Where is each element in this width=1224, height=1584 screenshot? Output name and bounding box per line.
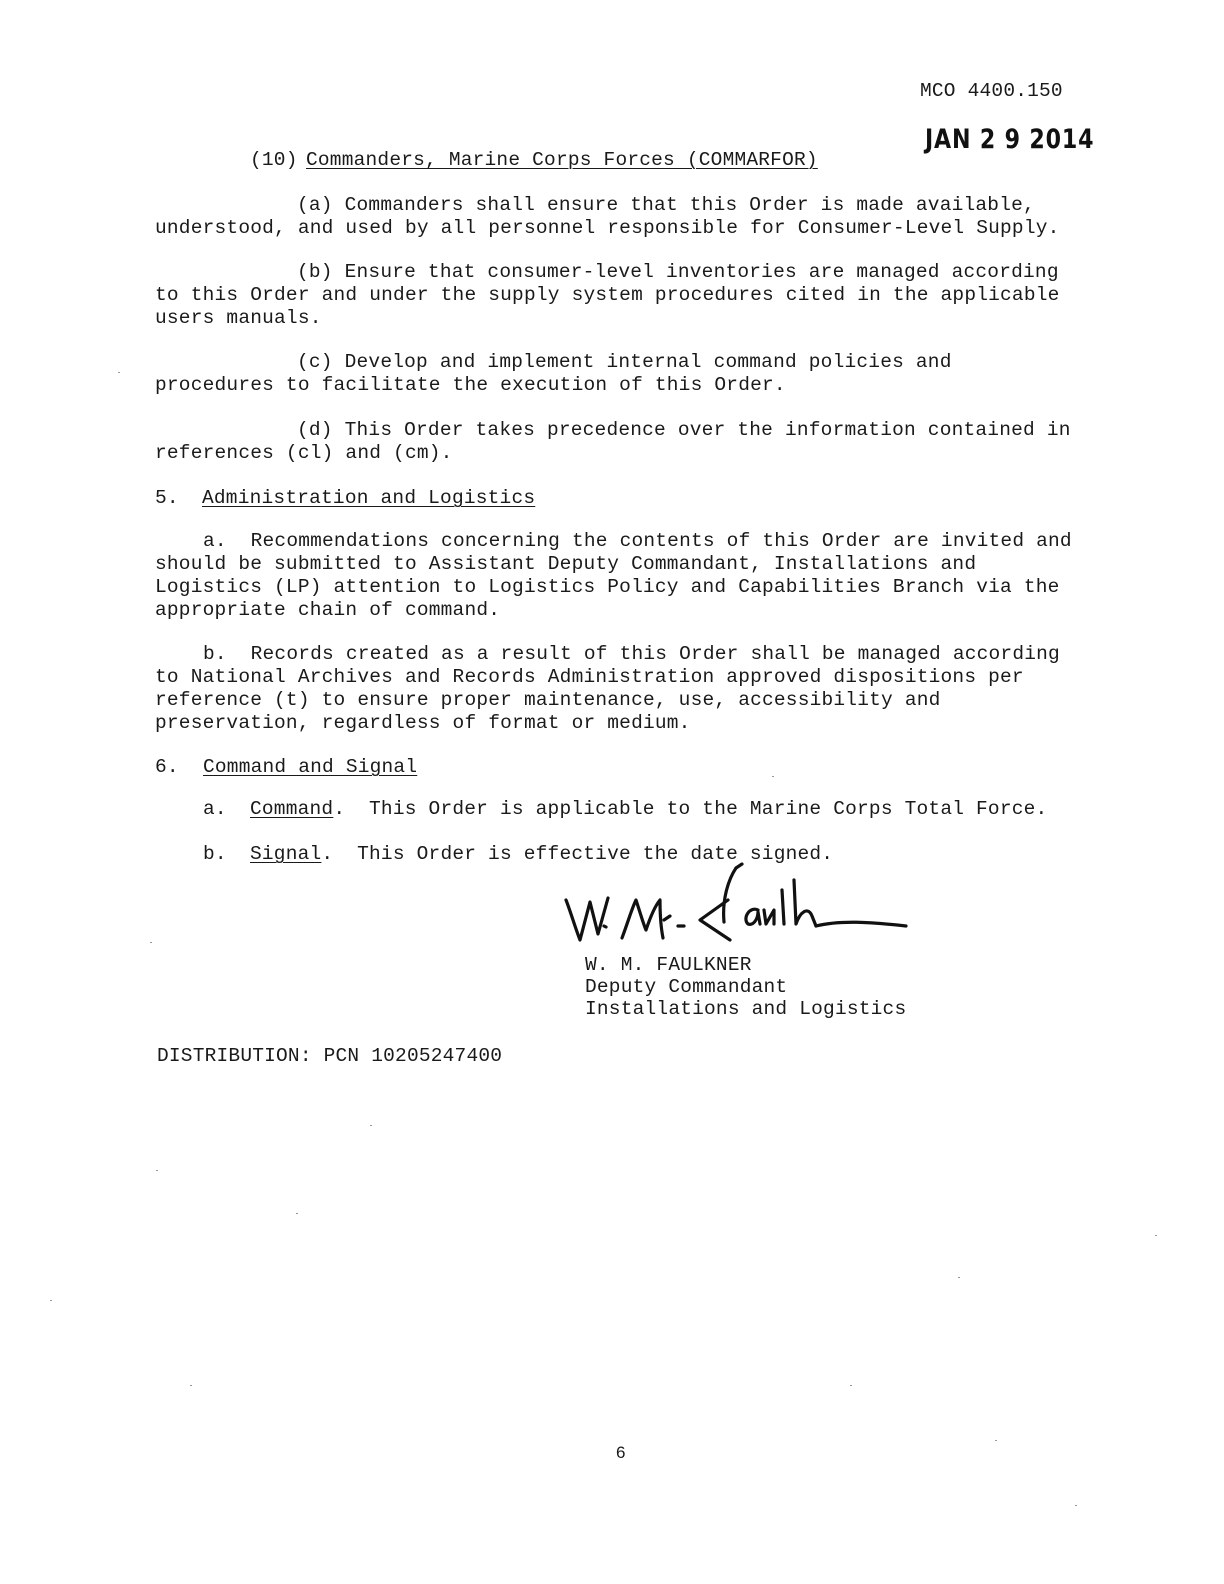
scan-speck [156,1170,158,1171]
item-10a-line-1: (a) Commanders shall ensure that this Order is made available, [297,194,1035,216]
section-6b-text: . This Order is effective the date signed. [321,843,834,865]
scan-speck [296,1213,298,1214]
scan-speck [50,1300,52,1301]
scan-speck [1155,1235,1157,1236]
scan-speck [370,1125,372,1126]
section-5a-line-1: a. Recommendations concerning the contents of this Order are invited and [203,530,1072,552]
scan-speck [772,776,774,777]
item-10b-line-2: to this Order and under the supply system procedures cited in the applicable [155,284,1060,306]
section-5-heading: Administration and Logistics [202,487,536,509]
order-number: MCO 4400.150 [920,80,1063,102]
scan-speck [995,1440,997,1441]
page-number: 6 [616,1443,626,1462]
signer-name: W. M. FAULKNER [585,954,752,976]
section-5b-line-2: to National Archives and Records Administration approved dispositions per [155,666,1024,688]
scan-speck [150,942,152,943]
section-6a-text: . This Order is applicable to the Marine Corps Total Force. [333,798,1048,820]
section-6a-line [250,798,1047,821]
section-6b-label: b. [203,843,227,865]
scan-speck [850,1385,852,1386]
section-6-heading: Command and Signal [203,756,418,778]
item-10c-line-1: (c) Develop and implement internal command policies and [297,351,952,373]
item-10b-line-1: (b) Ensure that consumer-level inventories are managed according [297,261,1059,283]
scan-speck [958,1277,960,1278]
scan-speck [1075,1505,1077,1506]
item-10-number: (10) [250,149,298,171]
signer-title: Deputy Commandant [585,976,788,998]
section-6b-title: Signal [250,843,322,865]
date-stamp: JAN 2 9 2014 [925,124,1095,155]
section-5b-line-4: preservation, regardless of format or medium. [155,712,691,734]
section-6-number: 6. [155,756,179,778]
scan-speck [190,1385,192,1386]
section-5b-line-3: reference (t) to ensure proper maintenance, use, accessibility and [155,689,941,711]
section-6a-label: a. [203,798,227,820]
distribution-line: DISTRIBUTION: PCN 10205247400 [157,1045,503,1067]
section-5-number: 5. [155,487,179,509]
section-6a-title: Command [250,798,334,820]
section-5a-line-3: Logistics (LP) attention to Logistics Policy and Capabilities Branch via the [155,576,1060,598]
item-10d-line-1: (d) This Order takes precedence over the information contained in [297,419,1071,441]
section-5a-line-4: appropriate chain of command. [155,599,501,621]
section-5b-line-1: b. Records created as a result of this Order shall be managed according [203,643,1060,665]
signer-office: Installations and Logistics [585,998,907,1020]
section-5a-line-2: should be submitted to Assistant Deputy Commandant, Installations and [155,553,977,575]
item-10c-line-2: procedures to facilitate the execution of this Order. [155,374,786,396]
handwritten-signature [560,860,920,960]
item-10a-line-2: understood, and used by all personnel responsible for Consumer-Level Supply. [155,217,1060,239]
item-10d-line-2: references (cl) and (cm). [155,442,453,464]
scan-speck [118,372,120,373]
item-10-heading: Commanders, Marine Corps Forces (COMMARFOR) [306,149,818,171]
item-10b-line-3: users manuals. [155,307,322,329]
